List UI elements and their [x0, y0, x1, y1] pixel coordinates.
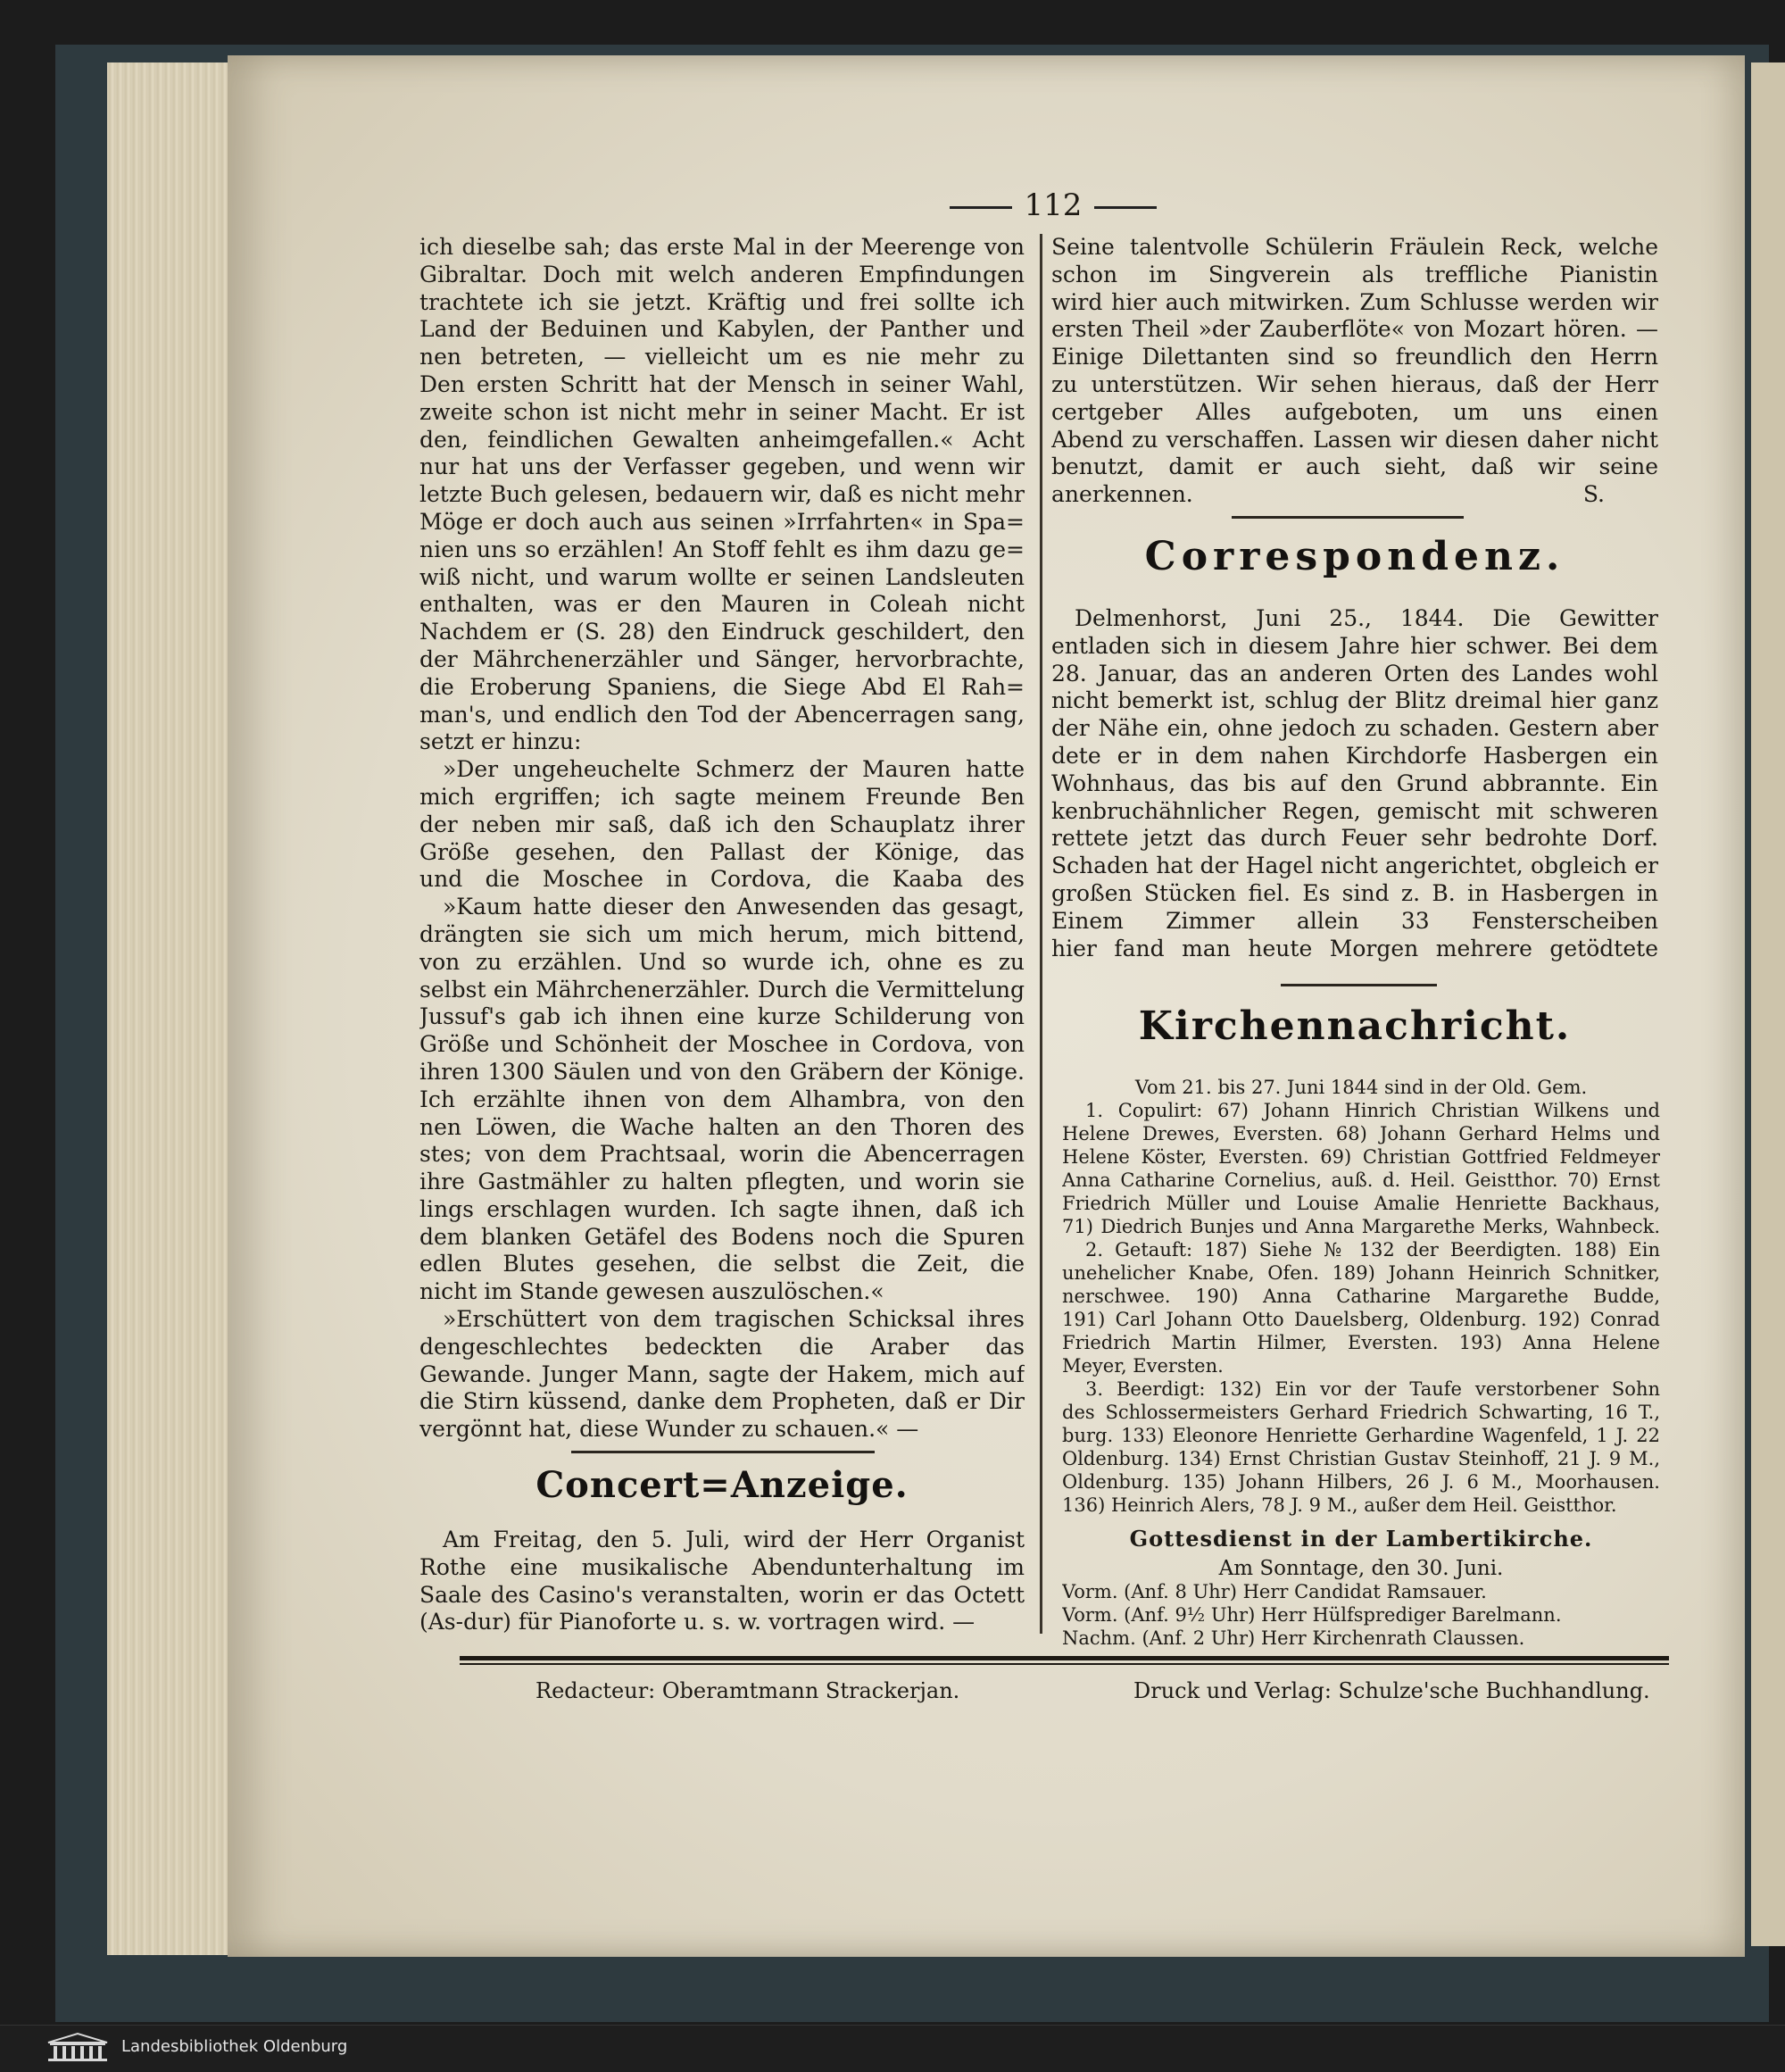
text-line: Wohnhaus, das bis auf den Grund abbrannte. Ein: [1051, 770, 1658, 796]
church-news-heading: Kirchennachricht.: [1138, 1003, 1572, 1049]
text-line: Gibraltar. Doch mit welch anderen Empfindungen: [419, 261, 1025, 287]
text-line: ihre Gastmähler zu halten pflegten, und worin sie: [419, 1169, 1025, 1195]
text-line: Vorm. (Anf. 8 Uhr) Herr Candidat Ramsauer.: [1062, 1581, 1487, 1602]
text-line: Den ersten Schritt hat der Mensch in seiner Wahl,: [419, 370, 1025, 397]
text-line: großen Stücken fiel. Es sind z. B. in Hasbergen in: [1051, 879, 1658, 906]
text-line: Seine talentvolle Schülerin Fräulein Reck, welche: [1051, 234, 1658, 260]
text-line: des Schlossermeisters Gerhard Friedrich Schwarting, 16 T.,: [1062, 1402, 1660, 1423]
text-line: vergönnt hat, diese Wunder zu schauen.« —: [419, 1416, 919, 1443]
correspondence-rule: [1232, 516, 1464, 519]
text-line: Delmenhorst, Juni 25., 1844. Die Gewitter: [1075, 605, 1658, 631]
text-line: drängten sie sich um mich herum, mich bittend,: [419, 920, 1025, 947]
church-news-entries: [1062, 1099, 1660, 1517]
column-divider: [1040, 234, 1042, 1634]
text-line: und die Moschee in Cordova, die Kaaba des: [419, 866, 1025, 893]
concert-text: [419, 1527, 1025, 1636]
text-line: kenbruchähnlicher Regen, gemischt mit schweren: [1051, 797, 1658, 824]
left-paragraph-3: [419, 894, 1025, 1306]
text-line: den, feindlichen Gewalten anheimgefallen.« Acht: [419, 426, 1025, 453]
text-line: Abend zu verschaffen. Lassen wir diesen daher nicht: [1051, 426, 1658, 453]
concert-heading: Concert=Anzeige.: [536, 1464, 909, 1506]
text-line: nen Löwen, die Wache halten an den Thoren des: [419, 1113, 1025, 1140]
text-line: mich ergriffen; ich sagte meinem Freunde Ben: [419, 783, 1025, 810]
text-line: Jussuf's gab ich ihnen eine kurze Schilderung von: [419, 1003, 1025, 1030]
text-line: Nachdem er (S. 28) den Eindruck geschildert, den: [419, 619, 1025, 645]
text-line: Nachm. (Anf. 2 Uhr) Herr Kirchenrath Claussen.: [1062, 1627, 1525, 1649]
correspondence-paragraph: [1051, 605, 1658, 962]
text-line: »Der ungeheuchelte Schmerz der Mauren hatte: [443, 756, 1025, 783]
text-line: Am Freitag, den 5. Juli, wird der Herr Organist: [443, 1527, 1025, 1552]
text-line: unehelicher Knabe, Ofen. 189) Johann Heinrich Schnitker,: [1062, 1262, 1660, 1284]
text-line: Einem Zimmer allein 33 Fensterscheiben: [1051, 907, 1658, 934]
text-line: lings erschlagen wurden. Ich sagte ihnen, daß ich: [419, 1195, 1025, 1222]
text-line: 1. Copulirt: 67) Johann Hinrich Christian Wilkens und: [1085, 1100, 1660, 1121]
text-line: 71) Diedrich Bunjes und Anna Margarethe Merks, Wahnbeck.: [1062, 1216, 1660, 1237]
text-line: Größe und Schönheit der Moschee in Cordova, von: [419, 1031, 1025, 1058]
text-line: dem blanken Getäfel des Bodens noch die Spuren: [419, 1223, 1025, 1250]
text-line: nerschwee. 190) Anna Catharine Margarethe Budde,: [1062, 1286, 1660, 1307]
text-line: nur hat uns der Verfasser gegeben, und wenn wir: [419, 454, 1025, 480]
text-line: nicht bemerkt ist, schlug der Blitz dreimal hier ganz: [1051, 687, 1658, 714]
text-line: der Mährchenerzähler und Sänger, hervorbrachte,: [419, 645, 1025, 672]
text-line: der neben mir saß, daß ich den Schauplatz ihrer: [419, 811, 1025, 837]
text-line: Rothe eine musikalische Abendunterhaltung im: [419, 1553, 1025, 1580]
text-line: 3. Beerdigt: 132) Ein vor der Taufe verstorbener Sohn: [1085, 1378, 1660, 1400]
text-line: certgeber Alles aufgeboten, um uns einen: [1051, 398, 1658, 425]
text-line: zweite schon ist nicht mehr in seiner Macht. Er ist: [419, 398, 1025, 425]
text-line: enthalten, was er den Mauren in Coleah nicht: [419, 591, 1025, 618]
text-line: Meyer, Eversten.: [1062, 1355, 1224, 1377]
text-line: (As-dur) für Pianoforte u. s. w. vortragen wird. —: [419, 1609, 976, 1635]
text-line: rettete jetzt das durch Feuer sehr bedrohte Dorf.: [1051, 825, 1658, 852]
text-line: Schaden hat der Hagel nicht angerichtet, obgleich er: [1051, 853, 1658, 879]
text-line: wiß nicht, und warum wollte er seinen Landsleuten: [419, 563, 1025, 590]
footer-editor: Redacteur: Oberamtmann Strackerjan.: [536, 1678, 960, 1703]
text-line: der Nähe ein, ohne jedoch zu schaden. Gestern aber: [1051, 715, 1658, 742]
text-line: von zu erzählen. Und so wurde ich, ohne es zu: [419, 948, 1025, 975]
text-line: Saale des Casino's veranstalten, worin er das Octett: [419, 1581, 1025, 1608]
text-line: Oldenburg. 134) Ernst Christian Gustav Steinhoff, 21 J. 9 M.,: [1062, 1448, 1660, 1469]
text-line: setzt er hinzu:: [419, 728, 582, 755]
text-line: entladen sich in diesem Jahre hier schwer. Bei dem: [1051, 632, 1658, 659]
concert-rule: [571, 1451, 875, 1453]
text-line: »Erschüttert von dem tragischen Schicksal ihres: [443, 1306, 1025, 1333]
text-line: burg. 133) Eleonore Henriette Gerhardine Wagenfeld, 1 J. 22: [1062, 1425, 1660, 1446]
page-number-text: 112: [1024, 187, 1083, 223]
service-list: [1062, 1580, 1660, 1650]
text-line: 2. Getauft: 187) Siehe № 132 der Beerdigten. 188) Ein: [1085, 1239, 1660, 1261]
concert-signature: S.: [1582, 481, 1605, 508]
service-date: Am Sonntage, den 30. Juni.: [1218, 1557, 1504, 1580]
text-line: nicht im Stande gewesen auszulöschen.«: [419, 1278, 884, 1305]
text-line: dete er in dem nahen Kirchdorfe Hasbergen ein: [1051, 742, 1658, 769]
church-news-text: [1062, 1076, 1660, 1650]
text-line: die Stirn küssend, danke dem Propheten, daß er Dir: [419, 1388, 1025, 1415]
left-column: [419, 234, 1025, 1444]
text-line: Gewande. Junger Mann, sagte der Hakem, mich auf: [419, 1361, 1025, 1387]
text-line: nen betreten, — vielleicht um es nie mehr zu: [419, 344, 1025, 370]
text-line: Friedrich Martin Hilmer, Eversten. 193) Anna Helene: [1062, 1332, 1660, 1353]
correspondence-heading: Correspondenz.: [1144, 534, 1565, 579]
concert-last-line: [1051, 481, 1658, 509]
service-heading: Gottesdienst in der Lambertikirche.: [1129, 1526, 1593, 1552]
text-line: Oldenburg. 135) Johann Hilbers, 26 J. 6 M., Moorhausen.: [1062, 1471, 1660, 1493]
page-number-dash-left: [950, 206, 1012, 209]
text-line: Größe gesehen, den Pallast der Könige, das: [419, 838, 1025, 865]
text-line: 136) Heinrich Alers, 78 J. 9 M., außer dem Heil. Geistthor.: [1062, 1494, 1617, 1516]
concert-paragraph: [419, 1527, 1025, 1636]
text-line: hier fand man heute Morgen mehrere getödtete: [1051, 935, 1658, 961]
page-edges: [107, 62, 241, 1955]
text-line: dengeschlechtes bedeckten die Araber das: [419, 1333, 1025, 1360]
text-line: Ich erzählte ihnen von dem Alhambra, von den: [419, 1086, 1025, 1112]
text-line: Helene Köster, Eversten. 69) Christian Gottfried Feldmeyer: [1062, 1146, 1660, 1168]
text-line: edlen Blutes gesehen, die selbst die Zeit, die: [419, 1251, 1025, 1277]
text-line: Vorm. (Anf. 9½ Uhr) Herr Hülfsprediger Barelmann.: [1062, 1604, 1562, 1626]
text-line: benutzt, damit er auch sieht, daß wir seine: [1051, 454, 1658, 480]
text-line: die Eroberung Spaniens, die Siege Abd El Rah=: [419, 673, 1025, 700]
footer-publisher: Druck und Verlag: Schulze'sche Buchhandlung.: [1133, 1678, 1650, 1703]
concert-last-word: anerkennen.: [1051, 481, 1193, 508]
left-paragraph-1: [419, 234, 1025, 756]
library-name[interactable]: Landesbibliothek Oldenburg: [121, 2037, 348, 2056]
text-line: wird hier auch mitwirken. Zum Schlusse werden wir: [1051, 288, 1658, 315]
footer-rule-thin: [460, 1663, 1669, 1665]
text-line: ich dieselbe sah; das erste Mal in der Meerenge von: [419, 234, 1025, 260]
text-line: Einige Dilettanten sind so freundlich den Herrn: [1051, 344, 1658, 370]
text-line: nien uns so erzählen! An Stoff fehlt es ihm dazu ge=: [419, 536, 1025, 562]
text-line: stes; von dem Prachtsaal, worin die Abencerragen: [419, 1141, 1025, 1168]
page-number: [928, 187, 1178, 223]
right-page-edge: [1751, 62, 1785, 1946]
footer-rule-thick: [460, 1656, 1669, 1660]
text-line: zu unterstützen. Wir sehen hieraus, daß der Herr: [1051, 370, 1658, 397]
text-line: Möge er doch auch aus seinen »Irrfahrten« in Spa=: [419, 508, 1025, 535]
left-paragraph-4: [419, 1306, 1025, 1444]
text-line: schon im Singverein als treffliche Pianistin: [1051, 261, 1658, 287]
church-news-rule: [1281, 984, 1437, 986]
text-line: Land der Beduinen und Kabylen, der Panther und: [419, 316, 1025, 343]
text-line: Anna Catharine Cornelius, auß. d. Heil. Geistthor. 70) Ernst: [1062, 1169, 1660, 1191]
library-building-icon: [45, 2032, 111, 2062]
correspondence-text: [1051, 605, 1658, 962]
concert-continuation: [1051, 234, 1658, 481]
text-line: 191) Carl Johann Otto Dauelsberg, Oldenburg. 192) Conrad: [1062, 1309, 1660, 1330]
left-paragraph-2: [419, 756, 1025, 894]
page-number-dash-right: [1094, 206, 1157, 209]
church-news-intro: Vom 21. bis 27. Juni 1844 sind in der Old. Gem.: [1134, 1077, 1588, 1098]
text-line: ihren 1300 Säulen und von den Gräbern der Könige.: [419, 1058, 1025, 1085]
text-line: »Kaum hatte dieser den Anwesenden das gesagt,: [443, 894, 1025, 920]
text-line: trachtete ich sie jetzt. Kräftig und frei sollte ich: [419, 288, 1025, 315]
text-line: letzte Buch gelesen, bedauern wir, daß es nicht mehr: [419, 481, 1025, 508]
text-line: man's, und endlich den Tod der Abencerragen sang,: [419, 701, 1025, 728]
text-line: Friedrich Müller und Louise Amalie Henriette Backhaus,: [1062, 1193, 1660, 1214]
right-column: [1051, 234, 1658, 509]
text-line: 28. Januar, das an anderen Orten des Landes wohl: [1051, 660, 1658, 687]
text-line: selbst ein Mährchenerzähler. Durch die Vermittelung: [419, 976, 1025, 1003]
text-line: Helene Drewes, Eversten. 68) Johann Gerhard Helms und: [1062, 1123, 1660, 1144]
text-line: ersten Theil »der Zauberflöte« von Mozart hören. —: [1051, 316, 1658, 343]
